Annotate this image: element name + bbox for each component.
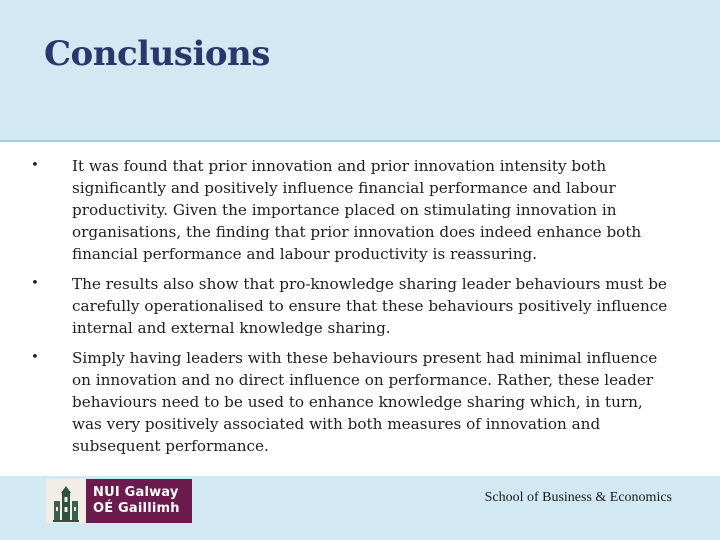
list-item — [28, 155, 668, 265]
nui-galway-logo — [46, 479, 192, 523]
bullet-list — [28, 155, 668, 465]
bullet-text: Simply having leaders with these behaviours present had minimal influence on innovation and no direct influence on performance. Rather, these leader behaviours need to be used to enhance knowledge sharing which, in turn, was very positively associated with both measures of innovation and subsequent performance. — [72, 349, 658, 455]
list-item — [28, 273, 668, 339]
bullet-text: The results also show that pro-knowledge sharing leader behaviours must be carefully operationalised to ensure that these behaviours positively influence internal and external knowledge sharing. — [72, 275, 668, 337]
bullet-text: It was found that prior innovation and prior innovation intensity both significantly and positively influence financial performance and labour productivity. Given the importance placed on stimulating innovation in organisations, the finding that prior innovation does indeed enhance both financial performance and labour productivity is reassuring. — [72, 157, 642, 263]
list-item — [28, 347, 668, 457]
slide-footer — [0, 476, 720, 540]
school-name: School of Business & Economics — [484, 490, 672, 505]
slide-header — [0, 0, 720, 142]
bullet-icon: • — [31, 350, 39, 365]
quadrangle-icon — [46, 479, 86, 523]
slide-title: Conclusions — [44, 34, 270, 74]
logo-line-english: NUI Galway — [93, 485, 179, 500]
bullet-icon: • — [31, 158, 39, 173]
bullet-icon: • — [31, 276, 39, 291]
logo-line-irish: OÉ Gaillimh — [93, 501, 180, 516]
